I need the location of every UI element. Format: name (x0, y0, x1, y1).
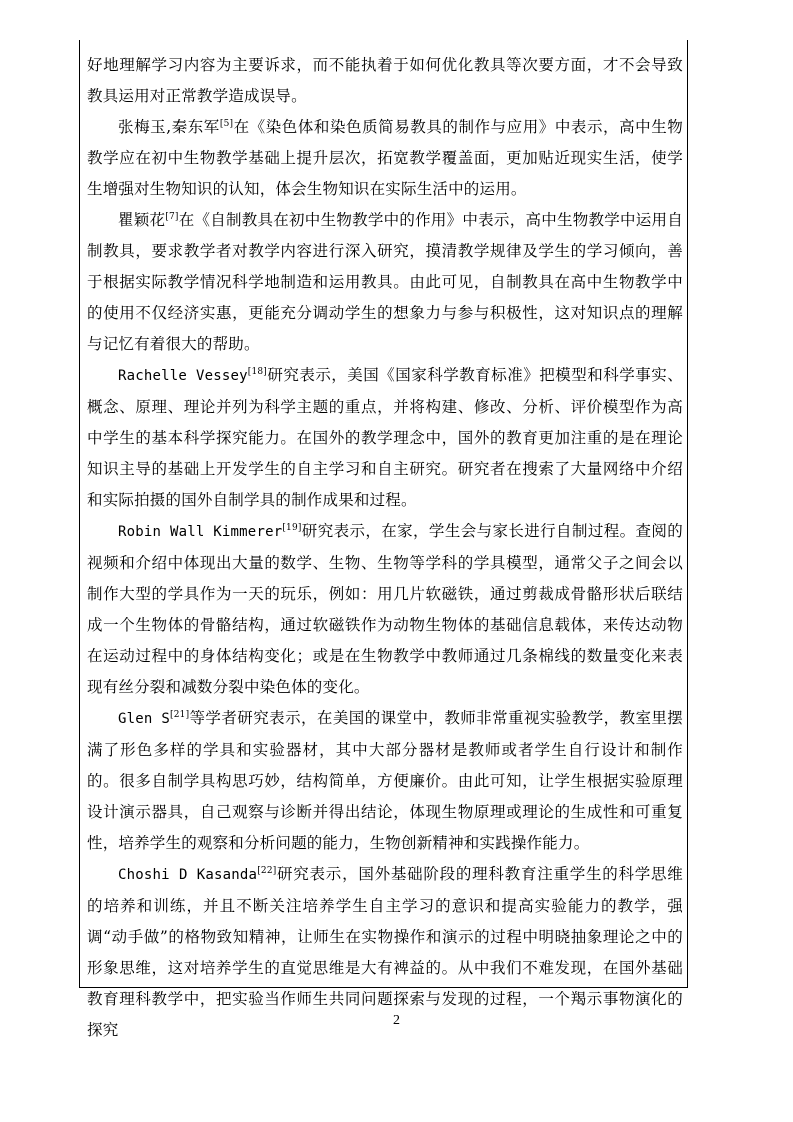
paragraph-text: 研究表示，在家，学生会与家长进行自制过程。查阅的视频和介绍中体现出大量的数学、生物、生物等学科的学具模型，通常父子之间会以制作大型的学具作为一天的玩乐，例如：用几片软磁铁，通过剪裁成骨骼形状后联结成一个生物体的骨骼结构，通过软磁铁作为动物生物体的基础信息载体，来传达动物在运动过程中的身体结构变化；或是在生物教学中教师通过几条棉线的数量变化来表现有丝分裂和减数分裂中染色体的变化。 (87, 522, 683, 696)
paragraph-glen (87, 703, 683, 859)
document-body (87, 50, 683, 1046)
paragraph-text: 在《自制教具在初中生物教学中的作用》中表示，高中生物教学中运用自制教具，要求教学者对教学内容进行深入研究，摸清教学规律及学生的学习倾向，善于根据实际教学情况科学地制造和运用教具。由此可见，自制教具在高中生物教学中的使用不仅经济实惠，更能充分调动学生的想象力与参与积极性，这对知识点的理解与记忆有着很大的帮助。 (87, 211, 684, 353)
paragraph-continuation (87, 50, 683, 112)
author-name: Rachelle Vessey (118, 368, 248, 384)
paragraph-vessey (87, 360, 683, 516)
paragraph-text: 研究表示，美国《国家科学教育标准》把模型和科学事实、概念、原理、理论并列为科学主题的重点，并将构建、修改、分析、评价模型作为高中学生的基本科学探究能力。在国外的教学理念中，国外的教育更加注重的是在理论知识主导的基础上开发学生的自主学习和自主研究。研究者在搜索了大量网络中介绍和实际拍摄的国外自制学具的制作成果和过程。 (87, 366, 683, 509)
citation-ref: [19] (282, 522, 302, 533)
paragraph-text: 等学者研究表示，在美国的课堂中，教师非常重视实验教学，教室里摆满了形色多样的学具和实验器材，其中大部分器材是教师或者学生自行设计和制作的。很多自制学具构思巧妙，结构简单，方便廉价。由此可知，让学生根据实验原理设计演示器具，自己观察与诊断并得出结论，体现生物原理或理论的生成性和可重复性，培养学生的观察和分析问题的能力，生物创新精神和实践操作能力。 (87, 709, 683, 852)
paragraph-zhang (87, 112, 683, 205)
paragraph-qu (87, 205, 683, 360)
author-name: 张梅玉,秦东军 (118, 118, 220, 136)
paragraph-text: 好地理解学习内容为主要诉求，而不能执着于如何优化教具等次要方面，才不会导致教具运用对正常教学造成误导。 (87, 56, 683, 105)
paragraph-text: 在《染色体和染色质简易教具的制作与应用》中表示，高中生物教学应在初中生物教学基础上提升层次，拓宽教学覆盖面，更加贴近现实生活，使学生增强对生物知识的认知，体会生物知识在实际生活中的运用。 (87, 118, 683, 198)
page-number: 2 (393, 1013, 400, 1028)
author-name: Glen S (118, 711, 170, 727)
citation-ref: [7] (165, 211, 179, 222)
citation-ref: [5] (219, 118, 234, 129)
paragraph-text: 研究表示，国外基础阶段的理科教育注重学生的科学思维的培养和训练，并且不断关注培养学生自主学习的意识和提高实验能力的教学，强调“动手做”的格物致知精神，让师生在实物操作和演示的过程中明晓抽象理论之中的形象思维，这对培养学生的直觉思维是大有裨益的。从中我们不难发现，在国外基础教育理科教学中，把实验当作师生共同问题探索与发现的过程，一个羯示事物演化的探究 (87, 865, 683, 1039)
paragraph-kimmerer (87, 516, 683, 703)
author-name: Choshi D Kasanda (118, 867, 258, 883)
citation-ref: [22] (257, 865, 277, 876)
author-name: 瞿颖花 (118, 211, 166, 229)
author-name: Robin Wall Kimmerer (118, 524, 283, 540)
citation-ref: [18] (247, 366, 268, 377)
citation-ref: [21] (170, 709, 190, 720)
